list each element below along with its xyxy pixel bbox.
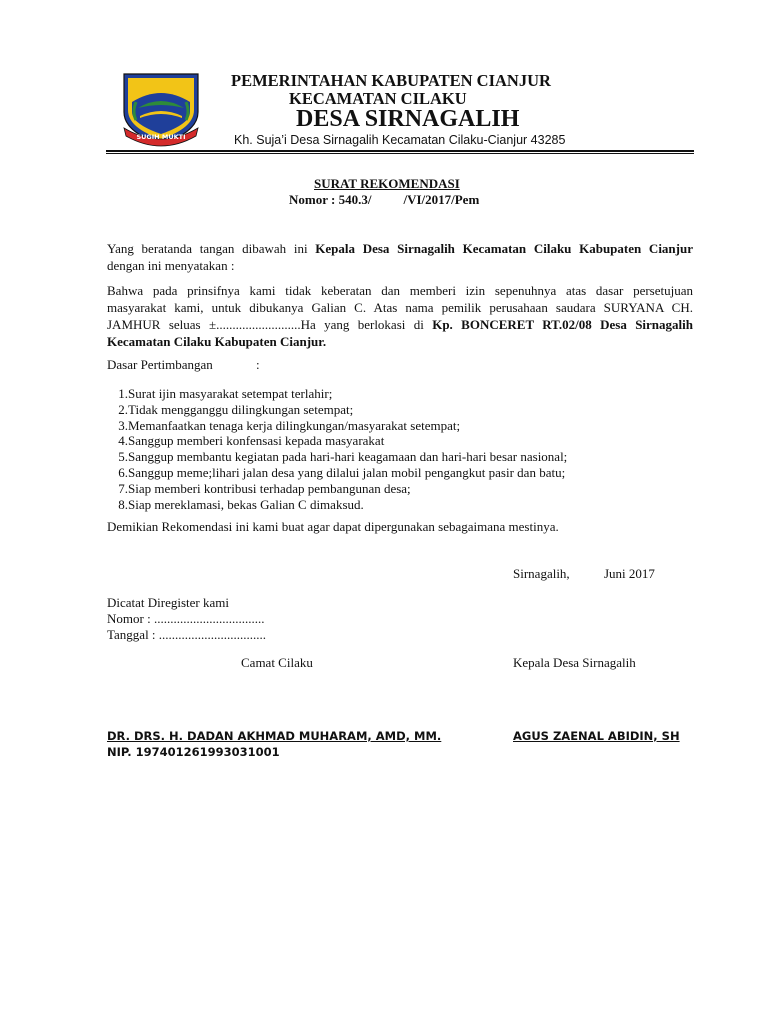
letter-number [289,192,479,208]
intro-text: Yang beratanda tangan dibawah ini [107,241,316,256]
left-signatory-nip: NIP. 197401261993031001 [107,745,280,759]
left-signatory-name: DR. DRS. H. DADAN AKHMAD MUHARAM, AMD, MM. [107,729,442,743]
logo-motto: SUGIH MUKTI [136,133,186,141]
considerations-label: Dasar Pertimbangan [107,357,213,372]
place: Sirnagalih, [513,566,570,581]
permission-line-3: JAMHUR seluas ±..........................Ha yang berlokasi di [107,317,433,332]
header-district: KECAMATAN CILAKU [289,89,467,108]
list-item: 2. Tidak mengganggu dilingkungan setempat; [118,401,354,417]
letter-number-suffix: /VI/2017/Pem [403,192,480,207]
intro-official: Kepala Desa Sirnagalih Kecamatan Cilaku Kabupaten Cianjur [315,241,693,256]
permission-line-2: masyarakat kami, untuk dibukanya Galian C. Atas nama pemilik perusahaan saudara SURYANA CH. [107,300,693,315]
list-item: 8. Siap mereklamasi, bekas Galian C dimaksud. [118,496,364,512]
intro-statement: dengan ini menyatakan : [107,258,235,273]
register-number: Nomor : .................................. [107,611,265,626]
considerations-list [107,386,567,512]
closing-statement: Demikian Rekomendasi ini kami buat agar dapat dipergunakan sebagaimana mestinya. [107,519,559,534]
list-item: 3. Memanfaatkan tenaga kerja dilingkungan/masyarakat setempat; [118,417,461,433]
right-signatory-title: Kepala Desa Sirnagalih [513,655,636,670]
header-address: Kh. Suja’i Desa Sirnagalih Kecamatan Cilaku-Cianjur 43285 [234,133,566,147]
register-label: Dicatat Diregister kami [107,595,230,610]
permission-location-cont: Kecamatan Cilaku Kabupaten Cianjur. [107,334,327,349]
considerations-colon: : [256,357,260,372]
letter-number-label: Nomor : 540.3/ [289,192,372,207]
permission-paragraph [107,282,693,350]
header-divider-thick [106,150,694,152]
header-village: DESA SIRNAGALIH [296,106,520,132]
date: Juni 2017 [604,566,655,581]
header-government: PEMERINTAHAN KABUPATEN CIANJUR [231,71,551,90]
register-date: Tanggal : ................................. [107,627,267,642]
regency-crest-logo [118,72,204,148]
list-item: 5. Sanggup membantu kegiatan pada hari-hari keagamaan dan hari-hari besar nasional; [118,449,568,465]
list-item: 6. Sanggup meme;lihari jalan desa yang dilalui jalan mobil pengangkut pasir dan batu; [118,464,566,480]
list-item: 4. Sanggup memberi konfensasi kepada masyarakat [118,433,385,449]
intro-paragraph [107,240,693,274]
left-signatory-title: Camat Cilaku [241,655,313,670]
right-signatory-name: AGUS ZAENAL ABIDIN, SH [513,729,680,743]
header-divider-thin [106,153,694,154]
list-item: 1. Surat ijin masyarakat setempat terlahir; [118,386,333,401]
permission-line-1: Bahwa pada prinsifnya kami tidak keberatan dan memberi izin sepenuhnya atas dasar persetujuan [107,283,693,298]
letter-title: SURAT REKOMENDASI [314,176,460,191]
list-item: 7. Siap memberi kontribusi terhadap pembangunan desa; [118,480,411,496]
permission-location: Kp. BONCERET RT.02/08 Desa Sirnagalih [432,317,693,332]
